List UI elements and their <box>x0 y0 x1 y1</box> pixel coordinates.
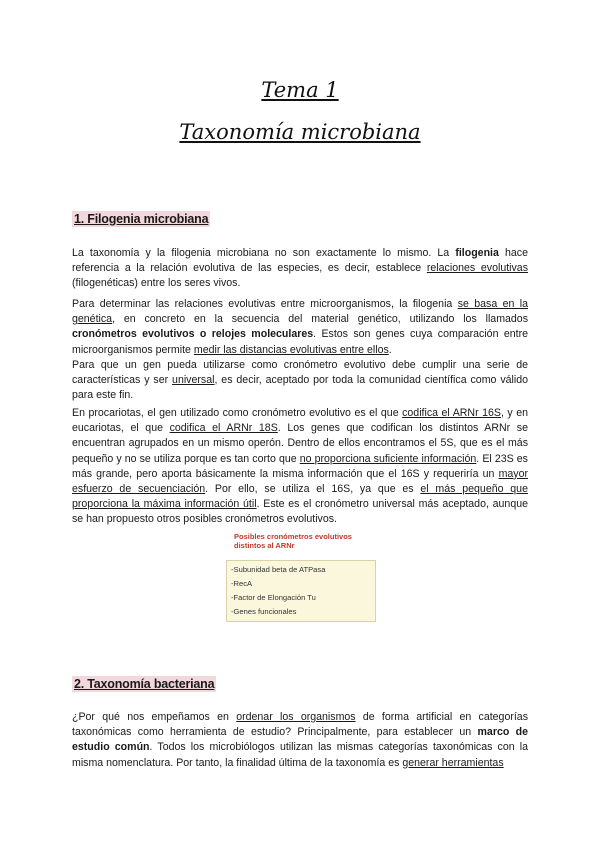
figure-cronometros <box>226 530 376 622</box>
figure-title: Posibles cronómetros evolutivos distintos al ARNr <box>234 532 352 550</box>
paragraph: Para determinar las relaciones evolutivas entre microorganismos, la filogenia se basa en la genética, en concreto en la secuencia del material genético, utilizando los llamados cronómetros evolutivos o relojes moleculares. Estos son genes cuya comparación entre microorganismos permite medir las distancias evolutivas entre ellos. <box>72 298 528 356</box>
paragraph: En procariotas, el gen utilizado como cronómetro evolutivo es el que codifica el ARNr 16S, y en eucariotas, el que codifica el ARNr 18S. Los genes que codifican los distintos ARNr se encuentran agrupados en un mismo operón. Dentro de ellos encontramos el 5S, que es el más pequeño y no se utiliza porque es tan corto que no proporciona suficiente información. El 23S es más grande, pero aporta básicamente la misma información que el 16S y requeriría un mayor esfuerzo de secuenciación. Por ello, se utiliza el 16S, ya que es el más pequeño que proporciona la máxima información útil. Este es el cronómetro universal más aceptado, aunque se han propuesto otros posibles cronómetros evolutivos. <box>72 407 529 526</box>
document-subtitle: Taxonomía microbiana <box>179 120 421 144</box>
paragraph: Para que un gen pueda utilizarse como cronómetro evolutivo debe cumplir una serie de características y ser universal, es decir, aceptado por toda la comunidad científica como válido para este fin. <box>72 359 528 402</box>
paragraph: La taxonomía y la filogenia microbiana no son exactamente lo mismo. La filogenia hace referencia a la relación evolutiva de las especies, es decir, establece relaciones evolutivas (filogenéticas) entre los seres vivos. <box>72 247 528 290</box>
figure-list-item: -Factor de Elongación Tu <box>231 593 316 602</box>
figure-list-item: -RecA <box>231 579 253 588</box>
figure-list-item: -Genes funcionales <box>231 607 297 616</box>
section-heading-taxonomia: 2. Taxonomía bacteriana <box>74 677 215 691</box>
paragraph: ¿Por qué nos empeñamos en ordenar los organismos de forma artificial en categorías taxonómicas como herramienta de estudio? Principalmente, para establecer un marco de estudio común. Todos los microbiólogos utilizan las mismas categorías taxonómicas con la misma nomenclatura. Por tanto, la finalidad última de la taxonomía es generar herramientas <box>72 711 529 769</box>
document-title: Tema 1 <box>261 78 339 102</box>
figure-list-item: -Subunidad beta de ATPasa <box>231 565 326 574</box>
section-heading-filogenia: 1. Filogenia microbiana <box>74 212 209 226</box>
figure-list-box <box>226 560 376 622</box>
